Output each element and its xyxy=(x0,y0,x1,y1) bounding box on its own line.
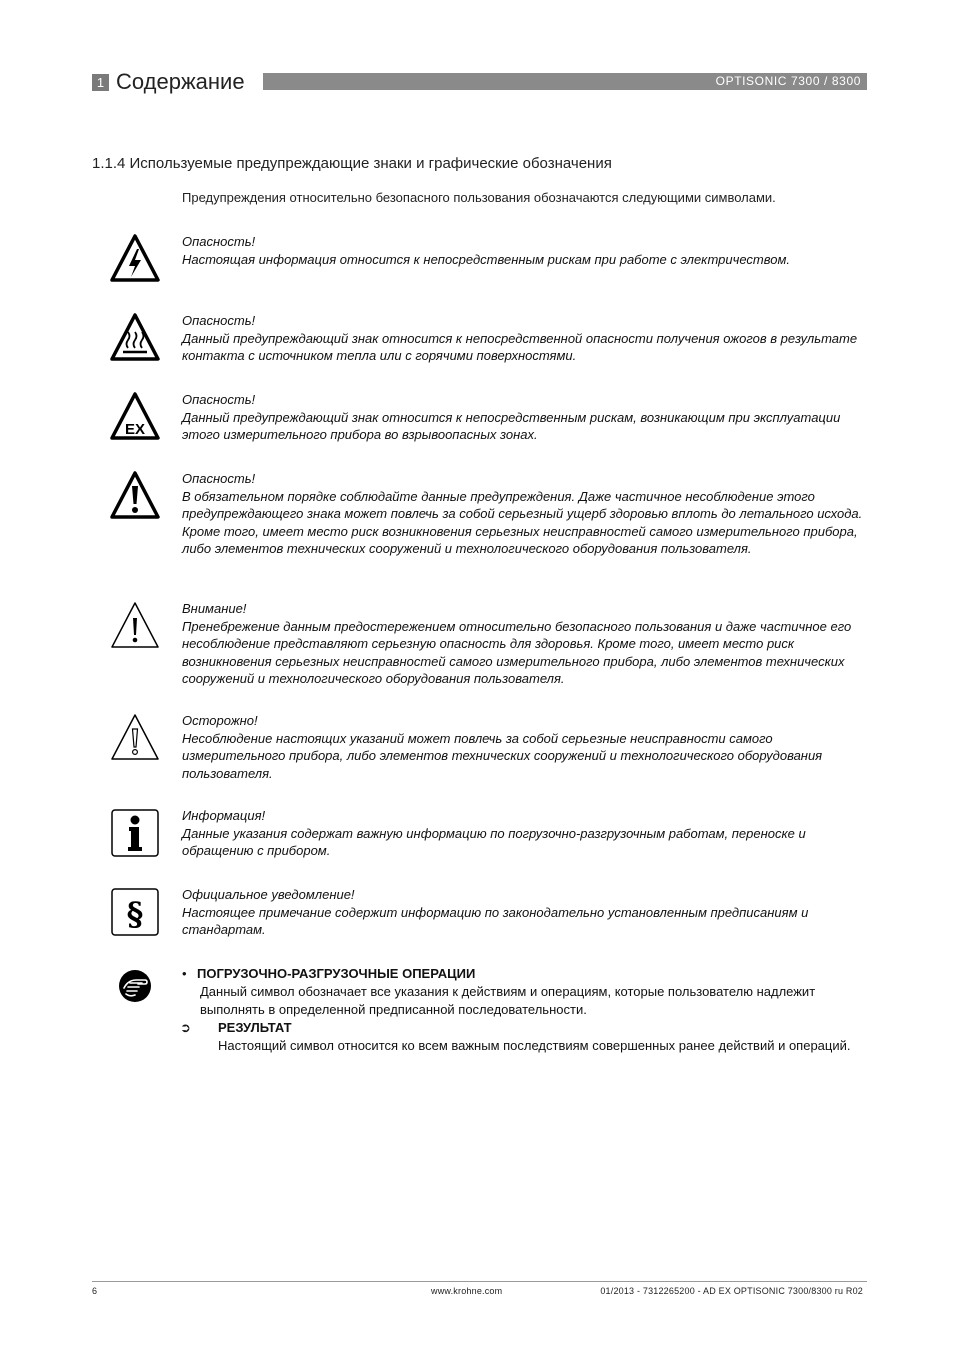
page-number: 6 xyxy=(92,1286,98,1296)
entry-text xyxy=(182,312,872,365)
chapter-title: Содержание xyxy=(116,69,245,94)
entry-body: В обязательном порядке соблюдайте данные предупреждения. Даже частичное несоблюдение этого предупреждающего знака может повлечь за собой серьезный ущерб здоровью вплоть до летального исхода. Кроме того, имеет место риск возникновения серьезных неисправностей самого измерительного прибора, либо элементов технических сооружений и технологического оборудования пользователя. xyxy=(182,488,863,557)
entry-text xyxy=(182,233,872,268)
entry-heading: Официальное уведомление! xyxy=(182,887,355,902)
result-arrow-icon: ➲ xyxy=(180,1020,191,1035)
result-description: Настоящий символ относится ко всем важным последствиям совершенных ранее действий и операций. xyxy=(218,1038,851,1053)
chapter-header xyxy=(92,70,867,94)
entry-heading: Осторожно! xyxy=(182,713,258,728)
entry-body: Несоблюдение настоящих указаний может повлечь за собой серьезные неисправности самого измерительного прибора, либо элементов технических сооружений и технологического оборудования пользователя. xyxy=(182,730,823,781)
footer-doc-ref: 01/2013 - 7312265200 - AD EX OPTISONIC 7300/8300 ru R02 xyxy=(600,1286,863,1296)
entry-text xyxy=(182,807,872,860)
operation-bullet: • xyxy=(182,966,187,981)
legal-paragraph-icon xyxy=(110,886,160,936)
entry-heading: Опасность! xyxy=(182,471,256,486)
footer-divider xyxy=(92,1281,867,1282)
svg-text:§: § xyxy=(126,895,144,933)
entry-text xyxy=(182,886,872,939)
operation-description: Данный символ обозначает все указания к действиям и операциям, которые пользователю надлежит выполнять в определенной предписанной последовательности. xyxy=(200,984,816,1017)
hot-surface-icon xyxy=(110,312,160,362)
entry-text xyxy=(182,600,872,688)
hand-operation-icon xyxy=(118,969,152,1003)
result-title: РЕЗУЛЬТАТ xyxy=(218,1020,292,1035)
explosion-ex-icon xyxy=(110,391,160,441)
entry-text xyxy=(182,391,872,444)
operation-title: ПОГРУЗОЧНО-РАЗГРУЗОЧНЫЕ ОПЕРАЦИИ xyxy=(197,966,476,981)
entry-text xyxy=(182,712,872,782)
entry-heading: Опасность! xyxy=(182,234,256,249)
danger-exclamation-icon xyxy=(110,470,160,520)
section-title: 1.1.4 Используемые предупреждающие знаки и графические обозначения xyxy=(92,155,612,172)
entry-body: Данный предупреждающий знак относится к непосредственным рискам, возникающим при эксплуатации этого измерительного прибора во взрывоопасных зонах. xyxy=(182,409,841,443)
entry-body: Пренебрежение данным предостережением относительно безопасного пользования и даже частичное его несоблюдение представляют серьезную опасность для здоровья. Кроме того, имеет место риск возникновения серьезных неисправностей самого измерительного прибора, либо элементов технических сооружений и технологического оборудования пользователя. xyxy=(182,618,852,687)
product-name: OPTISONIC 7300 / 8300 xyxy=(715,74,861,88)
entry-body: Данные указания содержат важную информацию по погрузочно-разгрузочным работам, переноске и обращению с прибором. xyxy=(182,825,806,859)
entry-body: Настоящее примечание содержит информацию по законодательно установленным предписаниям и стандартам. xyxy=(182,904,809,938)
entry-heading: Внимание! xyxy=(182,601,247,616)
warning-exclamation-icon xyxy=(110,600,160,650)
svg-text:EX: EX xyxy=(124,421,146,438)
electric-hazard-icon xyxy=(110,233,160,283)
entry-heading: Информация! xyxy=(182,808,266,823)
entry-text xyxy=(182,470,872,558)
entry-body: Настоящая информация относится к непосредственным рискам при работе с электричеством. xyxy=(182,251,790,267)
product-bar xyxy=(263,73,867,90)
chapter-number: 1 xyxy=(92,74,109,91)
entry-body: Данный предупреждающий знак относится к непосредственной опасности получения ожогов в результате контакта с источником тепла или с горячими поверхностями. xyxy=(182,330,858,364)
entry-heading: Опасность! xyxy=(182,313,256,328)
caution-exclamation-icon xyxy=(110,712,160,762)
entry-heading: Опасность! xyxy=(182,392,256,407)
footer-website[interactable]: www.krohne.com xyxy=(431,1286,503,1296)
section-intro: Предупреждения относительно безопасного пользования обозначаются следующими символами. xyxy=(182,190,776,205)
info-icon xyxy=(110,807,160,857)
